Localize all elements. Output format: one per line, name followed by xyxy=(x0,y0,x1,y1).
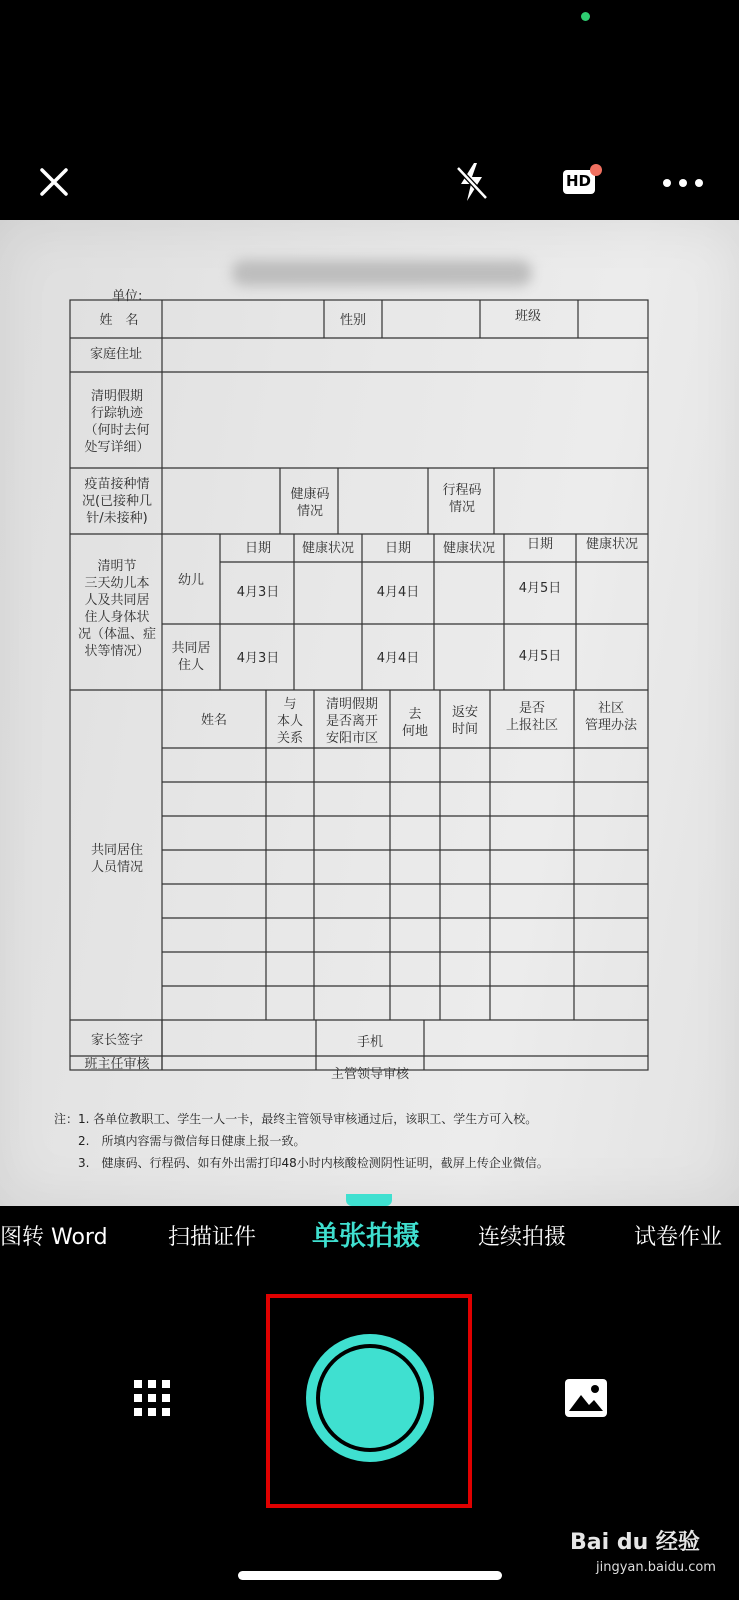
col-name: 姓名 xyxy=(200,713,227,728)
close-icon xyxy=(34,162,74,202)
track-label: 清明假期 行踪轨迹 （何时去何 处写详细） xyxy=(84,389,150,455)
flash-toggle-button[interactable] xyxy=(452,160,492,204)
health-form xyxy=(0,220,739,1206)
trip-code-label: 行程码 情况 xyxy=(442,483,482,515)
status-dot xyxy=(581,12,590,21)
col-left-city: 清明假期 是否离开 安阳市区 xyxy=(325,697,378,746)
mode-single-shot[interactable]: 单张拍摄 xyxy=(312,1221,420,1252)
vaccine-label: 疫苗接种情 况(已接种几 针/未接种) xyxy=(81,477,153,526)
col-relation: 与 本人 关系 xyxy=(276,697,303,746)
camera-viewfinder[interactable] xyxy=(0,220,739,1206)
name-label: 姓 名 xyxy=(99,313,139,328)
col-report: 是否 上报社区 xyxy=(505,701,558,733)
baidu-watermark-url: jingyan.baidu.com xyxy=(596,1560,716,1575)
document-paper xyxy=(0,220,739,1206)
form-notes: 注：1. 各单位教职工、学生一人一卡，最终主管领导审核通过后，该职工、学生方可入校。 2. 所填内容需与微信每日健康上报一致。 3. 健康码、行程码、如有外出需打印48小时内核酸检测阴性证明，截屏上传企业微信。 xyxy=(54,1112,549,1170)
mode-indicator xyxy=(346,1194,392,1206)
child-date-2: 4月4日 xyxy=(376,585,420,600)
cohab-date-3: 4月5日 xyxy=(518,649,562,664)
health-header-3: 健康状况 xyxy=(585,537,638,552)
health-code-label: 健康码 情况 xyxy=(290,487,330,519)
health-header-1: 健康状况 xyxy=(301,541,354,556)
address-label: 家庭住址 xyxy=(89,347,142,362)
cohab-date-2: 4月4日 xyxy=(376,651,420,666)
unit-label: 单位: xyxy=(112,289,143,304)
grid-button[interactable] xyxy=(134,1380,174,1420)
child-date-1: 4月3日 xyxy=(236,585,280,600)
col-where: 去 何地 xyxy=(401,707,428,739)
col-community: 社区 管理办法 xyxy=(584,701,637,733)
mode-scan-id[interactable]: 扫描证件 xyxy=(168,1225,257,1250)
hd-toggle-button[interactable] xyxy=(560,164,604,200)
class-label: 班级 xyxy=(514,309,541,324)
close-button[interactable] xyxy=(34,162,74,202)
health-header-2: 健康状况 xyxy=(442,541,495,556)
gallery-button[interactable] xyxy=(563,1377,609,1419)
phone-label: 手机 xyxy=(356,1035,383,1050)
gender-label: 性别 xyxy=(339,313,366,328)
hd-label: HD xyxy=(566,172,592,190)
parent-sign-label: 家长签字 xyxy=(90,1033,143,1048)
date-header-3: 日期 xyxy=(526,537,553,552)
col-return: 返安 时间 xyxy=(451,705,478,737)
more-options-button[interactable] xyxy=(660,170,706,196)
date-header-1: 日期 xyxy=(244,541,271,556)
gallery-icon xyxy=(563,1377,609,1419)
teacher-review-label: 班主任审核 xyxy=(84,1057,150,1072)
grid-icon xyxy=(134,1380,174,1420)
date-header-2: 日期 xyxy=(384,541,411,556)
home-indicator[interactable] xyxy=(238,1571,502,1580)
mode-continuous-shot[interactable]: 连续拍摄 xyxy=(478,1225,567,1250)
festival-label: 清明节 三天幼儿本 人及共同居 住人身体状 况（体温、症 状等情况） xyxy=(77,559,156,659)
more-dots-icon xyxy=(660,170,706,196)
cohab-date-1: 4月3日 xyxy=(236,651,280,666)
leader-review-label: 主管领导审核 xyxy=(330,1067,409,1082)
baidu-watermark: Bai du 经验 xyxy=(570,1530,700,1555)
flash-off-icon xyxy=(452,160,492,204)
mode-image-to-word[interactable]: 图转 Word xyxy=(0,1225,108,1250)
shutter-core[interactable] xyxy=(320,1348,420,1448)
child-date-3: 4月5日 xyxy=(518,581,562,596)
child-label: 幼儿 xyxy=(177,573,204,588)
cohab-info-label: 共同居住 人员情况 xyxy=(90,843,143,875)
cohabitant-label: 共同居 住人 xyxy=(171,641,211,673)
mode-exam-homework[interactable]: 试卷作业 xyxy=(634,1225,723,1250)
